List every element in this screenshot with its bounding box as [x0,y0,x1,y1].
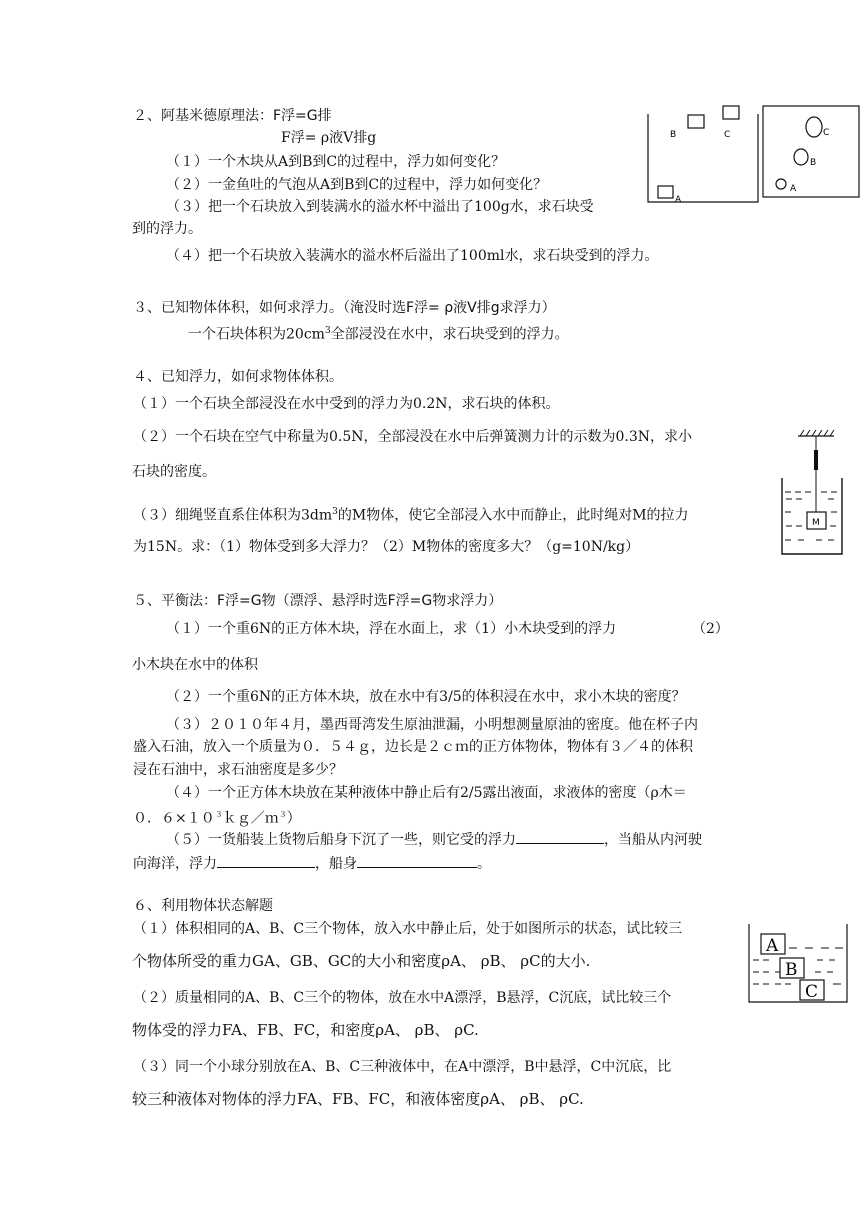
s5-q5-text-end: ，当船从内河驶 [604,832,702,848]
fig2-label-c: C [823,128,830,138]
s6-q1-line1: （１）体积相同的A、B、C三个物体，放入水中静止后，处于如图所示的状态，试比较三 [133,921,683,937]
s4-q2-line2: 石块的密度。 [132,464,216,480]
box-b [688,115,704,128]
s5-q5b-end: 。 [477,856,491,872]
s4-q1: （１）一个石块全部浸没在水中受到的浮力为0.2N，求石块的体积。 [133,396,560,412]
box-a [658,186,673,198]
s3-q1-text-end: 全部浸没在水中，求石块受到的浮力。 [330,326,569,343]
s5-q5b-mid: ，船身 [315,856,357,872]
s4-q2-line1: （２）一个石块在空气中称量为0.5N，全部浸没在水中后弹簧测力计的示数为0.3N，求小 [133,429,693,445]
box-c [723,106,739,119]
superscript: 3 [324,326,331,336]
s5-q3-line3: 浸在石油中，求石油密度是多少？ [133,762,343,778]
fig1-label-c: C [724,130,731,140]
s5-q4-unit: ｋｇ／ｍ [222,810,279,827]
section-5-title: ５、平衡法：F浮=G物（漂浮、悬浮时选F浮=G物求浮力） [133,593,503,609]
s4-q3-text-end: 的M物体，使它全部浸入水中而静止，此时绳对M的拉力 [337,507,689,524]
object-a-label: A [766,936,779,956]
s5-q1-line1: （１）一个重6N的正方体木块，浮在水面上，求（1）小木块受到的浮力 [166,621,617,637]
s3-q1-text: 一个石块体积为20cm [188,326,325,343]
s6-q2-line2: 物体受的浮力FA、FB、FC，和密度ρA、 ρB、 ρC. [132,1021,479,1039]
answer-blank[interactable] [217,853,315,868]
fig1-label-a: A [675,195,682,204]
object-b-label: B [785,960,798,980]
s5-q1-line1-right: （2） [692,621,729,637]
s5-q5-line1 [166,829,702,849]
s5-q4-text: ０．６×１０ [133,810,215,827]
s5-q5b-text: 向海洋，浮力 [133,856,217,872]
s4-q3-text: （３）细绳竖直系住体积为3dm [133,507,333,524]
object-m-label: M [812,518,820,528]
container-box-figure [646,100,760,204]
s2-q1: （１）一个木块从A到B到C的过程中，浮力如何变化？ [166,154,506,170]
bubble-c [806,117,822,137]
answer-blank[interactable] [357,853,477,868]
s5-q2: （２）一个重6N的正方体木块，放在水中有3/5的体积浸在水中，求小木块的密度？ [166,689,686,705]
s2-q2: （２）一金鱼吐的气泡从A到B到C的过程中，浮力如何变化？ [166,177,548,193]
section-3-title: ３、已知物体体积，如何求浮力。（淹没时选F浮= ρ液V排g求浮力） [133,300,556,316]
s6-q1-line2: 个物体所受的重力GA、GB、GC的大小和密度ρA、 ρB、 ρC的大小. [132,952,591,970]
s5-q3-line2: 盛入石油，放入一个质量为０．５４ｇ，边长是２ｃｍ的正方体物体，物体有３／４的体积 [133,739,693,755]
s4-q3-line2: 为15N。求：（1）物体受到多大浮力？（2）M物体的密度多大？（g=10N/kg） [133,539,640,555]
objects-in-water-figure [745,922,851,1004]
s5-q1-line2: 小木块在水中的体积 [132,657,258,673]
bubble-a [776,179,786,189]
s6-q3-line2: 较三种液体对物体的浮力FA、FB、FC，和液体密度ρA、 ρB、 ρC. [132,1090,584,1108]
s2-q3-line2: 到的浮力。 [132,221,202,237]
s4-q3-line1 [133,503,689,525]
section-2-title: ２、阿基米德原理法：F浮=G排 [133,108,332,124]
s5-q4-text-end: ） [286,810,301,827]
fig1-label-b: B [670,130,677,140]
fig2-label-b: B [810,158,817,168]
formula-line: F浮= ρ液V排g [281,130,377,146]
s5-q4-line1: （４）一个正方体木块放在某种液体中静止后有2/5露出液面，求液体的密度（ρ木＝ [166,785,687,801]
s2-q3-line1: （３）把一个石块放入到装满水的溢水杯中溢出了100g水，求石块受 [166,199,594,215]
superscript: ３ [214,810,223,819]
s5-q5-line2 [133,853,491,873]
fig2-label-a: A [790,184,797,194]
s3-q1 [188,322,569,344]
superscript: 3 [332,507,338,517]
superscript: ３ [278,810,287,819]
answer-blank[interactable] [516,829,604,844]
s2-q4: （４）把一个石块放入装满水的溢水杯后溢出了100ml水，求石块受到的浮力。 [166,248,659,264]
s6-q3-line1: （３）同一个小球分别放在A、B、C三种液体中，在A中漂浮，B中悬浮，C中沉底，比 [133,1059,672,1075]
section-6-title: ６、利用物体状态解题 [133,898,273,914]
s5-q3-line1: （３）２０１０年４月，墨西哥湾发生原油泄漏，小明想测量原油的密度。他在杯子内 [166,717,698,733]
object-c-label: C [805,982,819,1002]
s5-q5-text: （５）一货船装上货物后船身下沉了一些，则它受的浮力 [166,832,516,848]
s5-q4-line2 [133,806,301,828]
section-4-title: ４、已知浮力，如何求物体体积。 [133,369,343,385]
beaker-spring-figure [776,426,848,556]
bubble-b [794,149,808,165]
bubbles-figure [762,105,860,199]
s6-q2-line1: （２）质量相同的A、B、C三个的物体，放在水中A漂浮，B悬浮，C沉底，试比较三个 [133,990,672,1006]
